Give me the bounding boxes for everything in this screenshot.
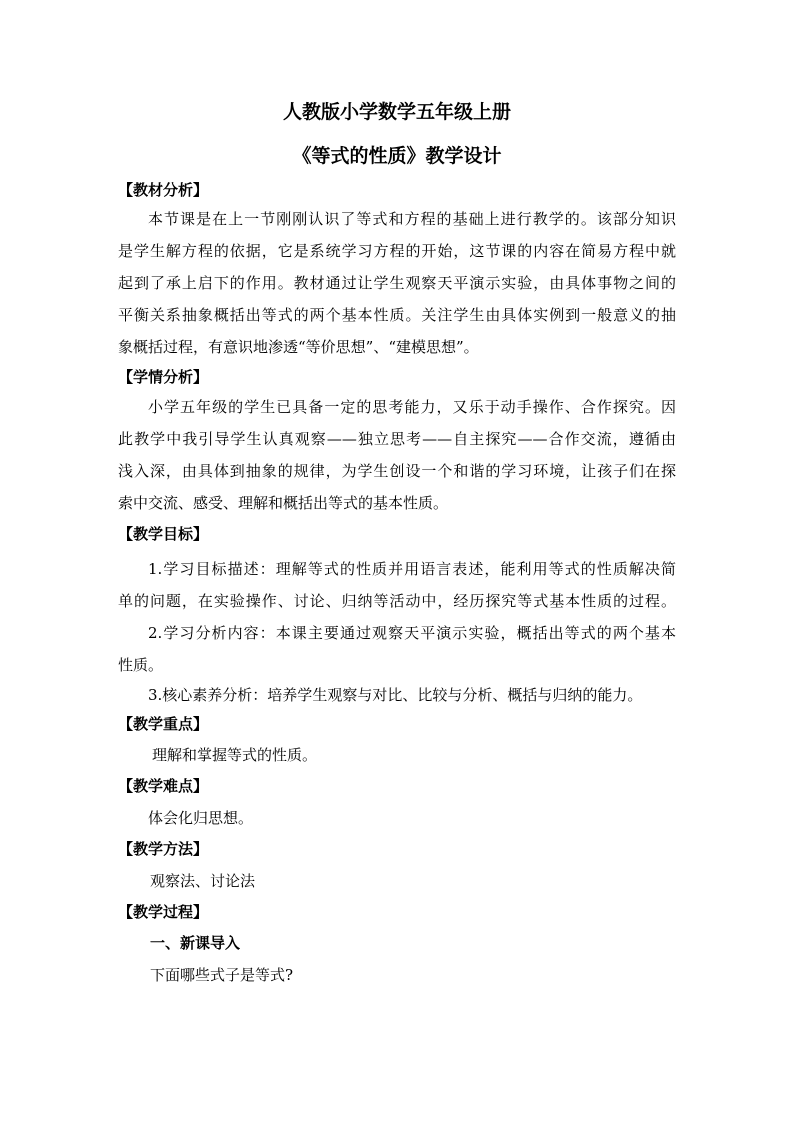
section-heading-objectives: 【教学目标】 xyxy=(118,525,209,543)
objective-line: 单的问题，在实验操作、讨论、归纳等活动中，经历探究等式基本性质的过程。 xyxy=(118,592,676,610)
methods-text: 观察法、讨论法 xyxy=(150,872,256,890)
process-question: 下面哪些式子是等式? xyxy=(150,966,294,984)
section-heading-difficulties: 【教学难点】 xyxy=(118,777,209,795)
key-points-text: 理解和掌握等式的性质。 xyxy=(152,746,318,764)
difficulties-text: 体会化归思想。 xyxy=(148,809,254,827)
paragraph-line: 索中交流、感受、理解和概括出等式的基本性质。 xyxy=(118,494,449,512)
paragraph-line: 此教学中我引导学生认真观察——独立思考——自主探究——合作交流，遵循由 xyxy=(118,430,676,448)
section-heading-methods: 【教学方法】 xyxy=(118,840,209,858)
process-subheading: 一、新课导入 xyxy=(150,934,241,952)
section-heading-key-points: 【教学重点】 xyxy=(118,715,209,733)
paragraph-line: 象概括过程，有意识地渗透“等价思想”、“建模思想”。 xyxy=(118,338,479,356)
paragraph-line: 是学生解方程的依据，它是系统学习方程的开始，这节课的内容在简易方程中就 xyxy=(118,242,676,260)
section-heading-process: 【教学过程】 xyxy=(118,903,209,921)
paragraph-line: 浅入深，由具体到抽象的规律，为学生创设一个和谐的学习环境，让孩子们在探 xyxy=(118,462,676,480)
section-heading-learner-analysis: 【学情分析】 xyxy=(118,368,209,386)
objective-line: 1.学习目标描述：理解等式的性质并用语言表述，能利用等式的性质解决简 xyxy=(148,560,676,578)
paragraph-line: 平衡关系抽象概括出等式的两个基本性质。关注学生由具体实例到一般意义的抽 xyxy=(118,306,676,324)
objective-line: 3.核心素养分析：培养学生观察与对比、比较与分析、概括与归纳的能力。 xyxy=(148,686,643,704)
document-subtitle: 《等式的性质》教学设计 xyxy=(292,145,502,167)
objective-line: 2.学习分析内容：本课主要通过观察天平演示实验，概括出等式的两个基本 xyxy=(148,624,676,642)
paragraph-line: 小学五年级的学生已具备一定的思考能力，又乐于动手操作、合作探究。因 xyxy=(148,398,676,416)
paragraph-line: 起到了承上启下的作用。教材通过让学生观察天平演示实验，由具体事物之间的 xyxy=(118,274,676,292)
section-heading-textbook-analysis: 【教材分析】 xyxy=(118,181,209,199)
paragraph-line: 本节课是在上一节刚刚认识了等式和方程的基础上进行教学的。该部分知识 xyxy=(148,210,676,228)
document-title: 人教版小学数学五年级上册 xyxy=(282,101,511,123)
objective-line: 性质。 xyxy=(118,656,164,674)
